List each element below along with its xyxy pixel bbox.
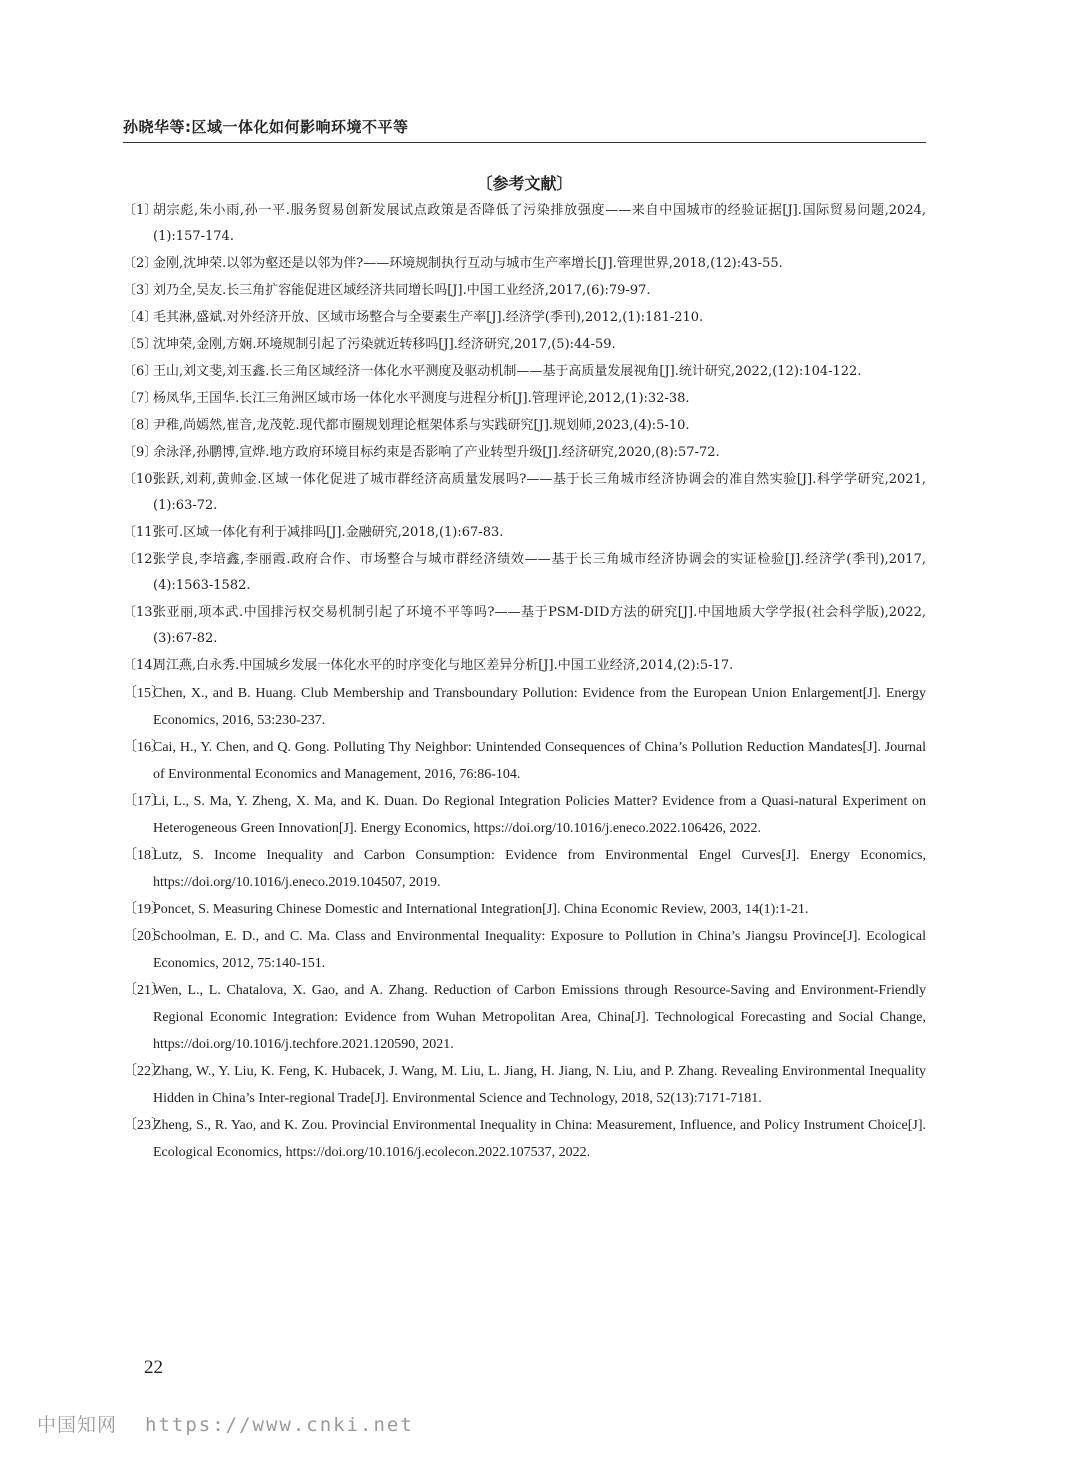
header-rule — [123, 142, 926, 143]
reference-text: 王山,刘文斐,刘玉鑫.长三角区域经济一体化水平测度及驱动机制——基于高质量发展视角[J].统计研究,2022,(12):104-122. — [153, 364, 862, 379]
reference-number: 〔2〕 — [123, 256, 158, 271]
reference-number: 〔22〕 — [123, 1064, 165, 1079]
reference-item — [123, 680, 926, 734]
reference-item — [123, 1112, 926, 1166]
cnki-watermark — [37, 1410, 414, 1437]
reference-number: 〔18〕 — [123, 848, 165, 863]
reference-text: 张可.区域一体化有利于减排吗[J].金融研究,2018,(1):67-83. — [153, 525, 504, 540]
reference-item — [123, 332, 926, 358]
reference-text: 杨凤华,王国华.长江三角洲区域市场一体化水平测度与进程分析[J].管理评论,2012,(1):32-38. — [153, 391, 690, 406]
reference-item — [123, 896, 926, 923]
reference-number: 〔21〕 — [123, 983, 165, 998]
reference-text: Chen, X., and B. Huang. Club Membership and Transboundary Pollution: Evidence from the European Union Enlargement[J]. Energy Economics, 2016, 53:230-237. — [153, 686, 926, 728]
reference-item — [123, 1058, 926, 1112]
reference-item — [123, 440, 926, 466]
reference-text: 尹稚,尚嫣然,崔音,龙茂乾.现代都市圈规划理论框架体系与实践研究[J].规划师,2023,(4):5-10. — [153, 418, 690, 433]
reference-text: 刘乃全,吴友.长三角扩容能促进区域经济共同增长吗[J].中国工业经济,2017,(6):79-97. — [153, 283, 651, 298]
reference-item — [123, 413, 926, 439]
reference-number: 〔1〕 — [123, 203, 158, 218]
reference-item — [123, 842, 926, 896]
reference-number: 〔6〕 — [123, 364, 158, 379]
reference-text: 沈坤荣,金刚,方娴.环境规制引起了污染就近转移吗[J].经济研究,2017,(5):44-59. — [153, 337, 616, 352]
reference-item — [123, 198, 926, 250]
reference-text: 周江燕,白永秀.中国城乡发展一体化水平的时序变化与地区差异分析[J].中国工业经济,2014,(2):5-17. — [153, 658, 734, 673]
reference-item — [123, 520, 926, 546]
reference-item — [123, 467, 926, 519]
reference-text: 毛其淋,盛斌.对外经济开放、区域市场整合与全要素生产率[J].经济学(季刊),2012,(1):181-210. — [153, 310, 704, 325]
reference-text: Cai, H., Y. Chen, and Q. Gong. Polluting Thy Neighbor: Unintended Consequences of China’s Pollution Reduction Mandates[J]. Journal of Environmental Economics and Management, 2016, 76:86-104. — [153, 740, 926, 782]
reference-number: 〔13〕 — [123, 605, 166, 620]
reference-text: Zhang, W., Y. Liu, K. Feng, K. Hubacek, J. Wang, M. Liu, L. Jiang, H. Jiang, N. Liu, and P. Zhang. Revealing Environmental Inequality Hidden in China’s Inter-regional Trade[J]. Environmental Science and Technology, 2018, 52(13):7171-7181. — [153, 1064, 926, 1106]
reference-item — [123, 923, 926, 977]
reference-item — [123, 734, 926, 788]
reference-number: 〔16〕 — [123, 740, 165, 755]
reference-number: 〔11〕 — [123, 525, 166, 540]
reference-item — [123, 788, 926, 842]
references-title: 〔参考文献〕 — [476, 174, 573, 193]
reference-number: 〔19〕 — [123, 902, 165, 917]
reference-number: 〔8〕 — [123, 418, 158, 433]
reference-text: Schoolman, E. D., and C. Ma. Class and Environmental Inequality: Exposure to Pollution in China’s Jiangsu Province[J]. Ecological Economics, 2012, 75:140-151. — [153, 929, 926, 971]
running-head: 孙晓华等:区域一体化如何影响环境不平等 — [123, 118, 409, 136]
watermark-name: 中国知网 — [37, 1414, 118, 1436]
page-number: 22 — [144, 1357, 163, 1378]
reference-text: Poncet, S. Measuring Chinese Domestic and International Integration[J]. China Economic Review, 2003, 14(1):1-21. — [153, 902, 809, 917]
watermark-url: https://www.cnki.net — [145, 1414, 414, 1436]
reference-text: 张学良,李培鑫,李丽霞.政府合作、市场整合与城市群经济绩效——基于长三角城市经济协调会的实证检验[J].经济学(季刊),2017,(4):1563-1582. — [153, 552, 926, 593]
reference-number: 〔7〕 — [123, 391, 158, 406]
reference-number: 〔10〕 — [123, 472, 166, 487]
reference-text: 余泳泽,孙鹏博,宣烨.地方政府环境目标约束是否影响了产业转型升级[J].经济研究,2020,(8):57-72. — [153, 445, 720, 460]
reference-text: Li, L., S. Ma, Y. Zheng, X. Ma, and K. Duan. Do Regional Integration Policies Matter? Evidence from a Quasi-natural Experiment on Heterogeneous Green Innovation[J]. Energy Economics, https://doi.org/10.1016/j.eneco.2022.106426, 2022. — [153, 794, 926, 836]
reference-number: 〔15〕 — [123, 686, 165, 701]
reference-text: 胡宗彪,朱小雨,孙一平.服务贸易创新发展试点政策是否降低了污染排放强度——来自中国城市的经验证据[J].国际贸易问题,2024,(1):157-174. — [153, 203, 926, 244]
reference-number: 〔4〕 — [123, 310, 158, 325]
reference-number: 〔17〕 — [123, 794, 165, 809]
reference-number: 〔3〕 — [123, 283, 158, 298]
reference-item — [123, 278, 926, 304]
reference-item — [123, 977, 926, 1058]
reference-number: 〔14〕 — [123, 658, 166, 673]
reference-number: 〔5〕 — [123, 337, 158, 352]
reference-text: Wen, L., L. Chatalova, X. Gao, and A. Zhang. Reduction of Carbon Emissions through Resource-Saving and Environment-Friendly Regional Economic Integration: Evidence from Wuhan Metropolitan Area, China[J]. Technological Forecasting and Social Change, https://doi.org/10.1016/j.techfore.2021.120590, 2021. — [153, 983, 926, 1052]
reference-item — [123, 386, 926, 412]
reference-item — [123, 359, 926, 385]
reference-number: 〔12〕 — [123, 552, 166, 567]
reference-item — [123, 305, 926, 331]
reference-item — [123, 547, 926, 599]
reference-item — [123, 600, 926, 652]
reference-text: Lutz, S. Income Inequality and Carbon Consumption: Evidence from Environmental Engel Curves[J]. Energy Economics, https://doi.org/10.1016/j.eneco.2019.104507, 2019. — [153, 848, 926, 890]
reference-item — [123, 251, 926, 277]
reference-text: Zheng, S., R. Yao, and K. Zou. Provincial Environmental Inequality in China: Measurement, Influence, and Policy Instrument Choice[J]. Ecological Economics, https://doi.org/10.1016/j.ecolecon.2022.107537, 2022. — [153, 1118, 926, 1160]
reference-list — [123, 198, 926, 1166]
reference-text: 张亚丽,项本武.中国排污权交易机制引起了环境不平等吗?——基于PSM-DID方法的研究[J].中国地质大学学报(社会科学版),2022,(3):67-82. — [153, 605, 926, 646]
reference-number: 〔20〕 — [123, 929, 165, 944]
reference-text: 张跃,刘莉,黄帅金.区域一体化促进了城市群经济高质量发展吗?——基于长三角城市经济协调会的准自然实验[J].科学学研究,2021,(1):63-72. — [153, 472, 926, 513]
reference-number: 〔23〕 — [123, 1118, 165, 1133]
reference-text: 金刚,沈坤荣.以邻为壑还是以邻为伴?——环境规制执行互动与城市生产率增长[J].管理世界,2018,(12):43-55. — [153, 256, 783, 271]
reference-item — [123, 653, 926, 679]
reference-number: 〔9〕 — [123, 445, 158, 460]
